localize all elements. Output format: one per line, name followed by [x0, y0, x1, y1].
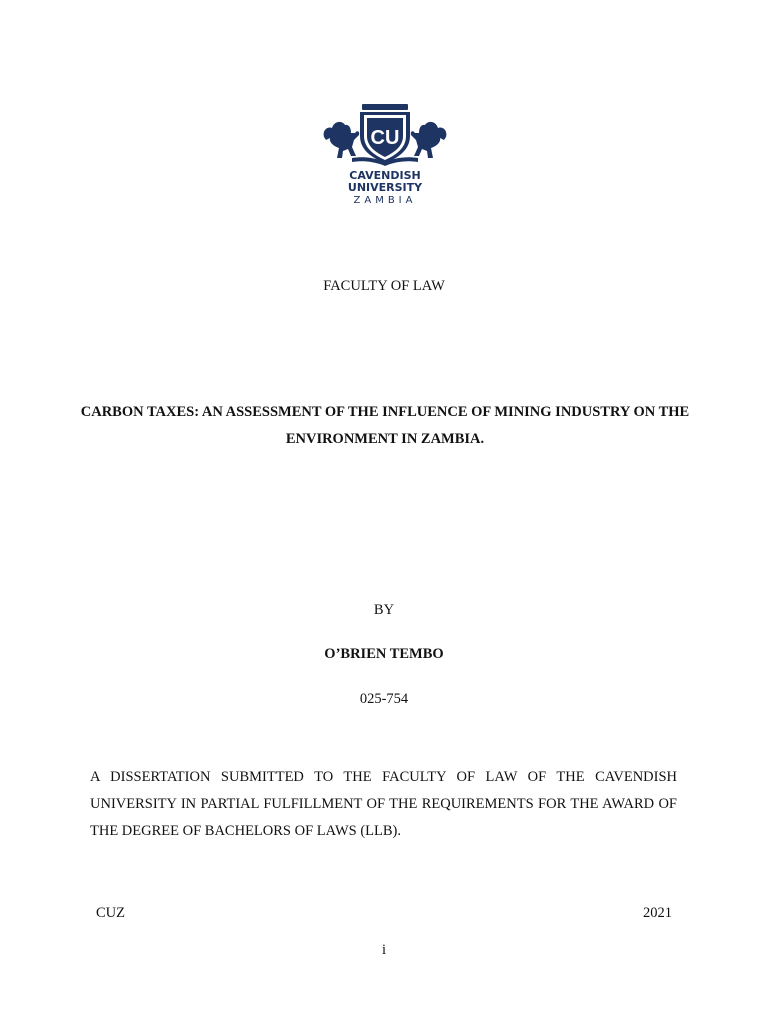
footer-year: 2021: [643, 905, 672, 921]
university-logo: [318, 100, 452, 208]
faculty-heading: FACULTY OF LAW: [323, 278, 445, 294]
student-number: 025-754: [359, 691, 409, 707]
logo-line-2: UNIVERSITY: [347, 181, 423, 194]
logo-line-3: ZAMBIA: [353, 195, 417, 206]
dissertation-title: CARBON TAXES: AN ASSESSMENT OF THE INFLUENCE OF MINING INDUSTRY ON THE ENVIRONMENT IN ZAMBIA.: [80, 404, 690, 447]
logo-line-1: CAVENDISH: [349, 169, 421, 182]
submission-statement: A DISSERTATION SUBMITTED TO THE FACULTY OF LAW OF THE CAVENDISH UNIVERSITY IN PARTIAL FULFILLMENT OF THE REQUIREMENTS FOR THE AWARD OF THE DEGREE OF BACHELORS OF LAWS (LLB).: [90, 769, 677, 839]
right-lion-icon: [411, 122, 447, 158]
logo-initials: CU: [370, 127, 400, 149]
page-number: i: [381, 942, 387, 958]
footer-institution: CUZ: [96, 905, 125, 921]
author-name: O’BRIEN TEMBO: [324, 646, 444, 662]
left-lion-icon: [324, 122, 360, 158]
by-label: BY: [373, 602, 395, 618]
